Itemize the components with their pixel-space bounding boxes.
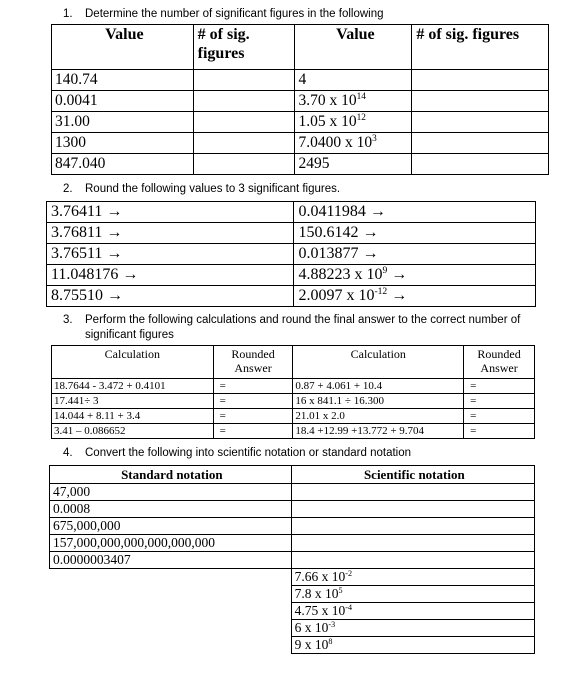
standard-notation-cell: 157,000,000,000,000,000,000 (50, 535, 292, 552)
standard-notation-cell: 0.0000003407 (50, 552, 292, 569)
calculation-cell: 18.7644 - 3.472 + 0.4101 (52, 379, 214, 394)
value-base: 0.013877 → (298, 245, 379, 262)
value-exponent: 3 (372, 133, 377, 144)
table-header-row (50, 466, 535, 484)
table-header-row (52, 346, 535, 379)
value-exponent: -3 (328, 619, 336, 629)
header-sig-figs: # of sig. figures (412, 25, 549, 70)
header-scientific-notation: Scientific notation (291, 466, 534, 484)
header-value: Value (52, 25, 194, 70)
answer-cell[interactable] (412, 91, 549, 112)
question-2-prompt (63, 183, 340, 195)
value-base: 1.05 x 10 (298, 113, 357, 130)
calculation-cell: 21.01 x 2.0 (293, 409, 464, 424)
rounding-item[interactable]: 3.76511 → (47, 244, 294, 265)
sig-figs-table (51, 24, 549, 175)
value-cell: 847.040 (52, 154, 194, 175)
table-row (50, 484, 535, 501)
value-base: 2.0097 x 10 (298, 287, 375, 304)
value-cell: 140.74 (52, 70, 194, 91)
question-3-number: 3. (63, 314, 73, 326)
table-row (52, 424, 535, 439)
table-row (50, 552, 535, 569)
value-base: 4.88223 x 10 (298, 266, 383, 283)
answer-cell[interactable] (50, 569, 292, 586)
answer-cell[interactable]: = (464, 379, 535, 394)
header-rounded-answer: Rounded Answer (464, 346, 535, 379)
table-row (50, 501, 535, 518)
question-1-prompt (63, 8, 384, 20)
rounding-item[interactable]: 3.76411 → (47, 202, 294, 223)
calculation-cell: 3.41 – 0.086652 (52, 424, 214, 439)
answer-cell[interactable] (50, 586, 292, 603)
value-base: 150.6142 → (298, 224, 379, 241)
value-base: 0.0411984 → (298, 203, 386, 220)
answer-cell[interactable] (412, 154, 549, 175)
table-row (52, 394, 535, 409)
answer-cell[interactable] (193, 154, 295, 175)
table-row[interactable] (47, 265, 536, 286)
rounding-table (46, 201, 536, 307)
header-rounded-answer: Rounded Answer (213, 346, 293, 379)
value-base: 4.75 x 10 (294, 603, 346, 618)
answer-cell[interactable]: = (213, 409, 293, 424)
table-row (52, 133, 549, 154)
value-base: 9 x 10 (294, 637, 329, 652)
value-exponent: -2 (345, 568, 353, 578)
table-row (50, 518, 535, 535)
value-base: 7.0400 x 10 (298, 134, 373, 151)
table-row (50, 586, 535, 603)
answer-cell[interactable] (412, 70, 549, 91)
value-cell: 31.00 (52, 112, 194, 133)
table-row[interactable] (47, 286, 536, 307)
value-cell (295, 112, 412, 133)
question-1-text: Determine the number of significant figures in the following (85, 8, 384, 20)
value-base: 2495 (298, 155, 330, 172)
calculation-cell: 16 x 841.1 ÷ 16.300 (293, 394, 464, 409)
answer-cell[interactable] (291, 501, 534, 518)
rounding-item[interactable]: 11.048176 → (47, 265, 294, 286)
scientific-notation-cell (291, 586, 534, 603)
arrow: → (387, 287, 408, 304)
answer-cell[interactable] (291, 535, 534, 552)
value-exponent: 5 (338, 585, 343, 595)
answer-cell[interactable] (50, 637, 292, 654)
answer-cell[interactable] (193, 112, 295, 133)
value-base: 4 (298, 71, 307, 88)
rounding-item[interactable]: 3.76811 → (47, 223, 294, 244)
scientific-notation-cell (291, 569, 534, 586)
value-exponent: -4 (345, 602, 353, 612)
rounding-item[interactable] (294, 202, 536, 223)
value-base: 7.8 x 10 (294, 586, 339, 601)
header-standard-notation: Standard notation (50, 466, 292, 484)
rounding-item[interactable]: 8.75510 → (47, 286, 294, 307)
value-cell (295, 154, 412, 175)
rounding-item[interactable] (294, 286, 536, 307)
table-row (50, 603, 535, 620)
value-base: 3.70 x 10 (298, 92, 357, 109)
table-row (50, 569, 535, 586)
answer-cell[interactable] (50, 620, 292, 637)
answer-cell[interactable] (193, 70, 295, 91)
value-cell (295, 133, 412, 154)
answer-cell[interactable]: = (464, 394, 535, 409)
answer-cell[interactable]: = (464, 409, 535, 424)
calculation-cell: 14.044 + 8.11 + 3.4 (52, 409, 214, 424)
question-3-prompt (63, 313, 520, 343)
standard-notation-cell: 47,000 (50, 484, 292, 501)
table-row[interactable] (47, 202, 536, 223)
table-header-row (52, 25, 549, 70)
table-row (52, 112, 549, 133)
value-exponent: 8 (328, 636, 333, 646)
rounding-item[interactable] (294, 223, 536, 244)
answer-cell[interactable]: = (213, 394, 293, 409)
answer-cell[interactable] (291, 552, 534, 569)
answer-cell[interactable] (291, 518, 534, 535)
question-2-number: 2. (63, 183, 73, 195)
header-calculation: Calculation (293, 346, 464, 379)
scientific-notation-cell (291, 603, 534, 620)
table-row (50, 637, 535, 654)
answer-cell[interactable] (193, 91, 295, 112)
table-row (52, 379, 535, 394)
table-row[interactable] (47, 244, 536, 265)
question-4-text: Convert the following into scientific notation or standard notation (85, 447, 412, 459)
answer-cell[interactable] (412, 112, 549, 133)
question-3-text-line2: significant figures (85, 329, 174, 341)
header-calculation: Calculation (52, 346, 214, 379)
question-2-text: Round the following values to 3 significant figures. (85, 183, 341, 195)
calculations-table (51, 345, 535, 439)
standard-notation-cell: 0.0008 (50, 501, 292, 518)
answer-cell[interactable] (291, 484, 534, 501)
scientific-notation-cell (291, 620, 534, 637)
calculation-cell: 0.87 + 4.061 + 10.4 (293, 379, 464, 394)
value-exponent: 9 (382, 264, 388, 276)
value-exponent: 12 (356, 112, 366, 123)
question-4-prompt (63, 447, 411, 459)
value-cell: 1300 (52, 133, 194, 154)
header-value: Value (295, 25, 412, 70)
question-1-number: 1. (63, 8, 73, 20)
table-row (50, 620, 535, 637)
rounding-item[interactable] (294, 265, 536, 286)
table-row (50, 535, 535, 552)
answer-cell[interactable]: = (213, 379, 293, 394)
value-exponent: -12 (374, 285, 388, 297)
answer-cell[interactable]: = (213, 424, 293, 439)
table-row (52, 70, 549, 91)
table-row (52, 409, 535, 424)
header-sig-figs: # of sig. figures (193, 25, 295, 70)
value-cell (295, 70, 412, 91)
answer-cell[interactable] (412, 133, 549, 154)
question-3-text-line1: Perform the following calculations and round the final answer to the correct number of (85, 314, 521, 326)
value-base: 7.66 x 10 (294, 569, 346, 584)
calculation-cell: 17.441÷ 3 (52, 394, 214, 409)
table-row (52, 91, 549, 112)
calculation-cell: 18.4 +12.99 +13.772 + 9.704 (293, 424, 464, 439)
value-exponent: 14 (356, 91, 366, 102)
value-base: 6 x 10 (294, 620, 329, 635)
table-row (52, 154, 549, 175)
value-cell: 0.0041 (52, 91, 194, 112)
answer-cell[interactable]: = (464, 424, 535, 439)
table-row[interactable] (47, 223, 536, 244)
value-cell (295, 91, 412, 112)
notation-table (49, 465, 535, 654)
standard-notation-cell: 675,000,000 (50, 518, 292, 535)
scientific-notation-cell (291, 637, 534, 654)
question-4-number: 4. (63, 447, 73, 459)
rounding-item[interactable] (294, 244, 536, 265)
arrow: → (387, 266, 408, 283)
answer-cell[interactable] (193, 133, 295, 154)
answer-cell[interactable] (50, 603, 292, 620)
